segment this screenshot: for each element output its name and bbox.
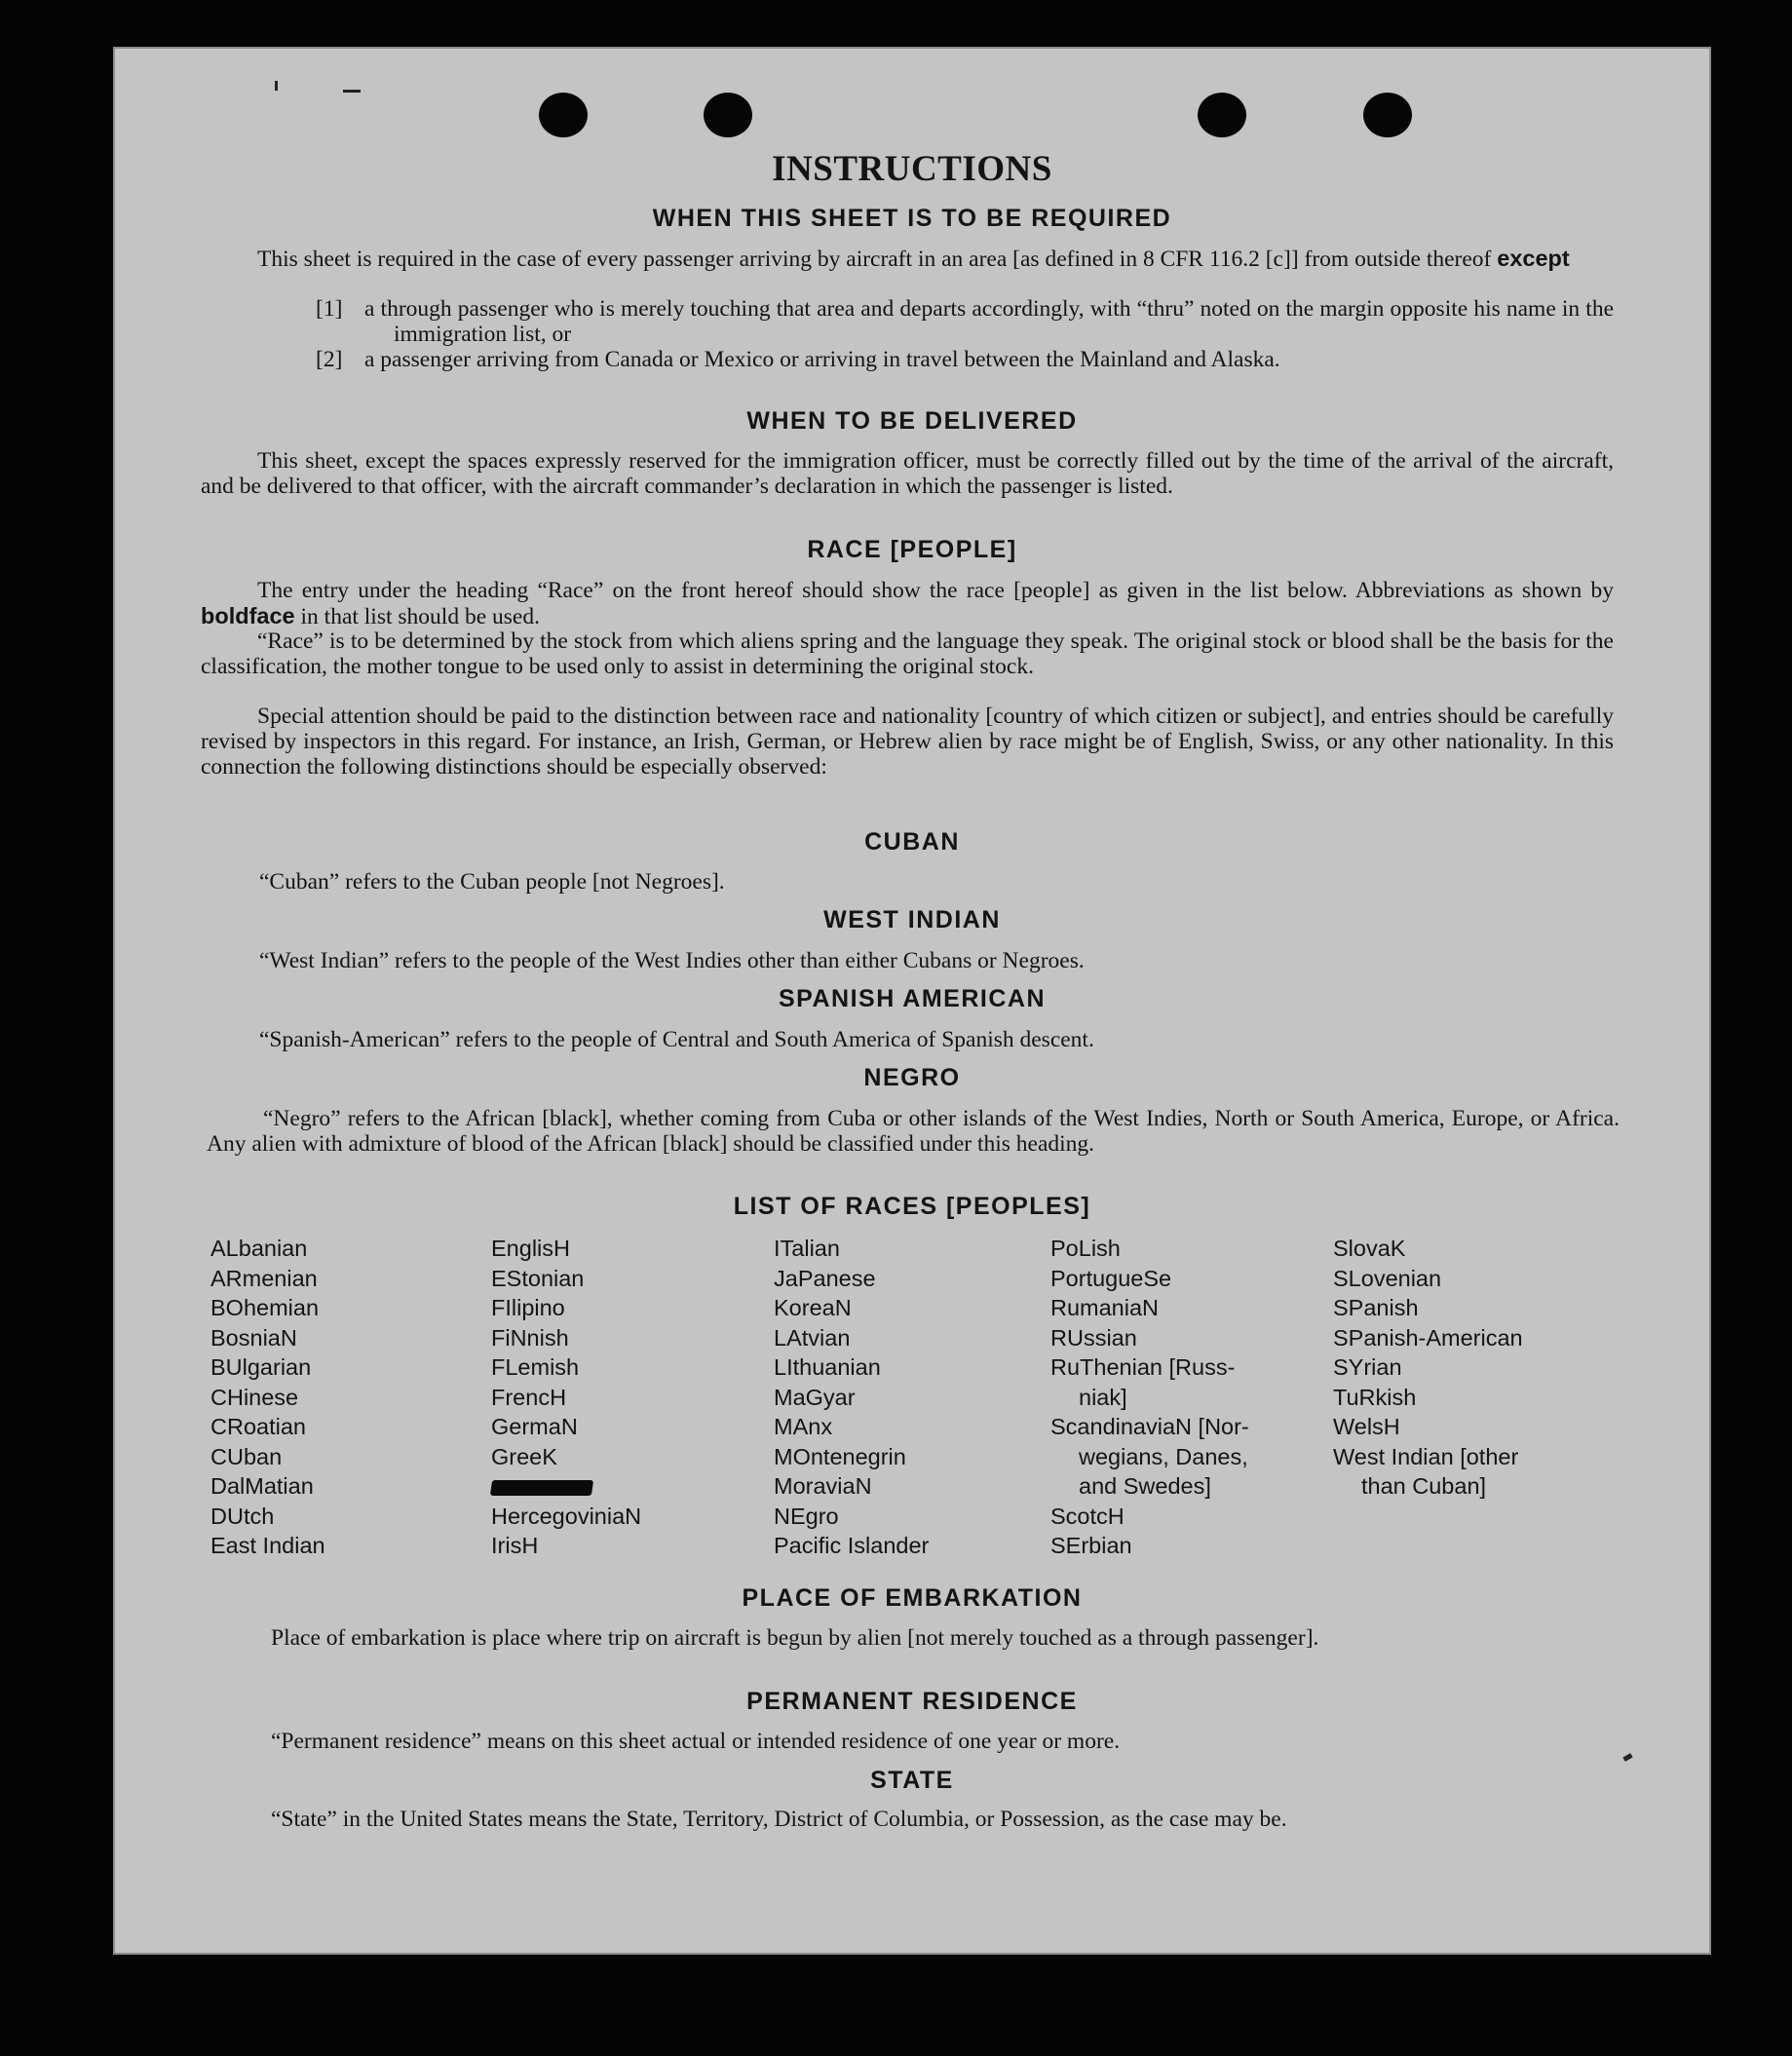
race-entry: LAtvian [774,1324,851,1351]
race-entry: FIlipino [491,1295,565,1320]
race-entry: DalMatian [210,1473,314,1499]
race-entry: DUtch [210,1503,275,1529]
race-entry: ARmenian [210,1265,318,1291]
race-entry: BosniaN [210,1324,297,1351]
race-entry: MAnx [774,1414,833,1439]
race-entry: HercegoviniaN [491,1503,642,1529]
item-1-text: a through passenger who is merely touching that area and departs accordingly, with “thru” noted on the margin opposite his name in the immigration list, or [364,296,1614,347]
race-entry-continued: niak] [1079,1384,1127,1410]
west-indian-text: “West Indian” refers to the people of the West Indies other than either Cubans or Negroes. [259,948,1085,973]
race-entry: Pacific Islander [774,1533,930,1558]
heading-cuban: CUBAN [864,828,960,856]
race-entry: FLemish [491,1354,580,1380]
item-1-number: [1] [316,296,343,322]
state-text: “State” in the United States means the State, Territory, District of Columbia, or Possession, as the case may be. [271,1807,1287,1832]
item-2-number: [2] [316,347,343,372]
embarkation-text: Place of embarkation is place where trip on aircraft is begun by alien [not merely touched as a through passenger]. [271,1625,1319,1651]
scan-speck [275,81,278,91]
boldface-word: boldface [201,603,295,628]
race-entry: CRoatian [210,1414,306,1439]
redacted-entry [491,1471,769,1502]
race-entry-continued: than Cuban] [1361,1473,1487,1499]
races-column-5 [1333,1234,1611,1502]
race-entry-continued: wegians, Danes, [1079,1443,1248,1469]
race-entry: KoreaN [774,1295,852,1320]
heading-spanish-american: SPANISH AMERICAN [778,985,1046,1012]
document-sheet [113,47,1711,1955]
race-entry: RUssian [1050,1324,1137,1351]
negro-text: “Negro” refers to the African [black], whether coming from Cuba or other islands of the West Indies, North or South America, Europe, or Africa. Any alien with admixture of blood of the African [black] should be classified under this heading. [207,1106,1620,1157]
race-entry: MaGyar [774,1384,856,1410]
residence-text: “Permanent residence” means on this sheet actual or intended residence of one year or more. [271,1729,1121,1754]
race-entry: SlovaK [1333,1236,1406,1261]
delivered-text: This sheet, except the spaces expressly reserved for the immigration officer, must be correctly filled out by the time of the arrival of the aircraft, and be delivered to that officer, with the aircraft commander’s declaration in which the passenger is listed. [201,448,1614,499]
race-paragraph-2: “Race” is to be determined by the stock from which aliens spring and the language they speak. The original stock or blood shall be the basis for the classification, the mother tongue to be used only to assist in determining the original stock. [201,628,1614,679]
cuban-text: “Cuban” refers to the Cuban people [not Negroes]. [259,869,725,895]
race-entry: West Indian [other [1333,1443,1519,1469]
scan-speck [343,90,361,93]
heading-negro: NEGRO [863,1064,961,1091]
race-entry: CHinese [210,1384,299,1410]
race-entry-continued: and Swedes] [1079,1473,1211,1499]
race-entry: MOntenegrin [774,1443,906,1469]
race-entry: MoraviaN [774,1473,872,1499]
race-entry: RumaniaN [1050,1295,1160,1320]
except-bold: except [1497,246,1570,271]
race-entry: NEgro [774,1503,839,1529]
race-entry: PortugueSe [1050,1265,1172,1291]
spanish-american-text: “Spanish-American” refers to the people of Central and South America of Spanish descent. [259,1027,1094,1052]
race-entry: GermaN [491,1414,578,1439]
race-entry: FiNnish [491,1324,569,1351]
race-paragraph-3: Special attention should be paid to the distinction between race and nationality [country of which citizen or subject], and entries should be carefully revised by inspectors in this regard. For instance, an Irish, German, or Hebrew alien by race might be of English, Swiss, or any other nationality. In this connection the following distinctions should be especially observed: [201,704,1614,780]
race-entry: SYrian [1333,1354,1402,1380]
punch-hole [1363,93,1412,137]
heading-race: RACE [PEOPLE] [807,536,1017,563]
heading-when-delivered: WHEN TO BE DELIVERED [746,407,1078,435]
page-title: INSTRUCTIONS [772,149,1052,189]
punch-hole [704,93,752,137]
races-column-4 [1050,1234,1328,1561]
punch-hole [1198,93,1246,137]
heading-state: STATE [870,1767,954,1794]
heading-permanent-residence: PERMANENT RESIDENCE [746,1688,1078,1715]
heading-when-required: WHEN THIS SHEET IS TO BE REQUIRED [652,205,1172,232]
race-entry: SLovenian [1333,1265,1442,1291]
race-entry: JaPanese [774,1265,876,1291]
race-entry: SPanish-American [1333,1324,1523,1351]
heading-west-indian: WEST INDIAN [823,906,1001,933]
race-entry: IrisH [491,1533,539,1558]
heading-list-of-races: LIST OF RACES [PEOPLES] [733,1193,1091,1220]
race-entry: ScandinaviaN [Nor- [1050,1414,1249,1439]
race-paragraph-1: The entry under the heading “Race” on the front hereof should show the race [people] as given in the list below. Abbreviations as shown by boldface in that list should be used. [201,578,1614,629]
race-entry: WelsH [1333,1414,1400,1439]
race-entry: ITalian [774,1236,840,1261]
races-column-3 [774,1234,1051,1561]
race-entry: BOhemian [210,1295,320,1320]
race-entry: FrencH [491,1384,567,1410]
redaction-mark [490,1480,593,1496]
race-entry: RuThenian [Russ- [1050,1354,1236,1380]
race-entry: EnglisH [491,1236,570,1261]
race-entry: TuRkish [1333,1384,1417,1410]
race-entry: ScotcH [1050,1503,1125,1529]
required-intro: This sheet is required in the case of every passenger arriving by aircraft in an area [as defined in 8 CFR 116.2 [c]] from outside thereof except [257,246,1570,272]
race-entry: LIthuanian [774,1354,881,1380]
heading-place-of-embarkation: PLACE OF EMBARKATION [742,1584,1083,1612]
race-entry: BUlgarian [210,1354,312,1380]
race-entry: GreeK [491,1443,557,1469]
race-entry: East Indian [210,1533,325,1558]
item-2-text: a passenger arriving from Canada or Mexico or arriving in travel between the Mainland and Alaska. [364,347,1280,372]
punch-hole [539,93,588,137]
race-entry: CUban [210,1443,283,1469]
race-entry: PoLish [1050,1236,1121,1261]
races-column-1 [210,1234,488,1561]
race-entry: SPanish [1333,1295,1419,1320]
races-column-2 [491,1234,769,1561]
race-entry: ALbanian [210,1236,308,1261]
race-entry: EStonian [491,1265,585,1291]
scan-speck [1622,1753,1632,1762]
race-entry: SErbian [1050,1533,1132,1558]
